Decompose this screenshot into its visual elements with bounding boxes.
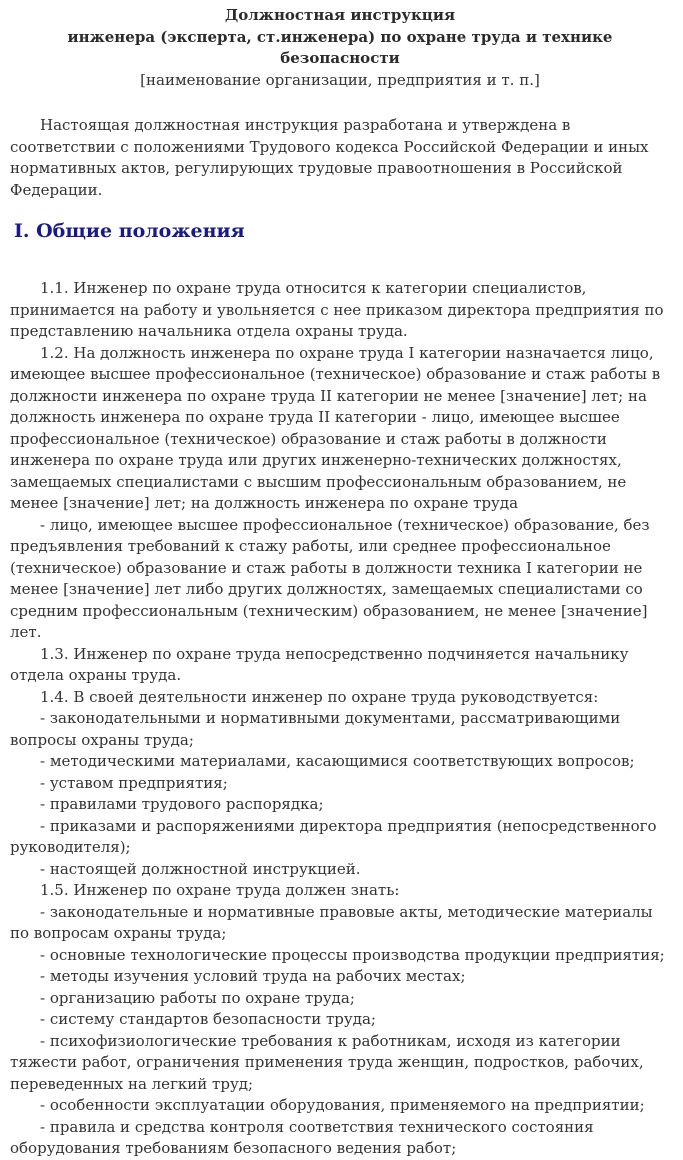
list-item: - основные технологические процессы производства продукции предприятия; [40, 945, 665, 964]
list-item: - уставом предприятия; [40, 773, 228, 792]
numbered-clause: 1.4. В своей деятельности инженер по охране труда руководствуется: [40, 687, 599, 706]
list-item: - методы изучения условий труда на рабочих местах; [40, 967, 466, 985]
list-item: - особенности эксплуатации оборудования, применяемого на предприятии; [40, 1096, 645, 1114]
list-item: - настоящей должностной инструкцией. [40, 859, 361, 878]
numbered-clause: 1.2. На должность инженера по охране труда I категории назначается лицо, имеющее высшее профессиональное (техническое) образование и стаж работы в должности инженера по охране труда II категории не менее [значение] лет; на должность инженера по охране труда II категории - лицо, имеющее высшее профессиональное (техническое) образование и стаж работы в должности инженера по охране труда или других инженерно-технических должностях, замещаемых специалистами с высшим профессиональным образованием, не менее [значение] лет; на должность инженера по охране труда [10, 343, 661, 512]
doc-title-line-1: Должностная инструкция [224, 6, 456, 24]
numbered-clause: 1.5. Инженер по охране труда должен знать: [40, 881, 400, 899]
list-item: - законодательными и нормативными документами, рассматривающими вопросы охраны труда; [10, 709, 621, 749]
list-item: - лицо, имеющее высшее профессиональное (техническое) образование, без предъявления требований к стажу работы, или среднее профессиональное (техническое) образование и стаж работы в должности техника I категории не менее [значение] лет либо других должностях, замещаемых специалистами со средним профессиональным (техническим) образованием, не менее [значение] лет. [10, 515, 650, 641]
list-item: - методическими материалами, касающимися соответствующих вопросов; [40, 752, 635, 770]
numbered-clause: 1.3. Инженер по охране труда непосредственно подчиняется начальнику отдела охраны труда. [10, 644, 629, 684]
list-item: - приказами и распоряжениями директора предприятия (непосредственного руководителя); [10, 816, 657, 856]
numbered-clause: 1.1. Инженер по охране труда относится к категории специалистов, принимается на работу и увольняется с нее приказом директора предприятия по представлению начальника отдела охраны труда. [10, 279, 664, 340]
list-item: - правилами трудового распорядка; [40, 795, 324, 813]
doc-title-line-2: инженера (эксперта, ст.инженера) по охране труда и технике безопасности [67, 27, 613, 67]
list-item: - систему стандартов безопасности труда; [40, 1010, 376, 1028]
doc-title-organization-placeholder: [наименование организации, предприятия и т. п.] [140, 70, 540, 89]
intro-block [10, 115, 670, 201]
list-item: - психофизиологические требования к работникам, исходя из категории тяжести работ, ограничения применения труда женщин, подростков, рабочих, переведенных на легкий труд; [10, 1031, 644, 1093]
intro-paragraph: Настоящая должностная инструкция разработана и утверждена в соответствии с положениями Трудового кодекса Российской Федерации и иных нормативных актов, регулирующих трудовые правоотношения в Российской Федерации. [10, 116, 649, 199]
section-heading-general-provisions: I. Общие положения [14, 220, 245, 242]
list-item: - законодательные и нормативные правовые акты, методические материалы по вопросам охраны труда; [10, 902, 653, 942]
list-item: - организацию работы по охране труда; [40, 988, 355, 1007]
document-title-block [10, 5, 670, 91]
list-item: - правила и средства контроля соответствия технического состояния оборудования требованиям безопасного ведения работ; [10, 1117, 594, 1157]
section-body [10, 278, 670, 1160]
